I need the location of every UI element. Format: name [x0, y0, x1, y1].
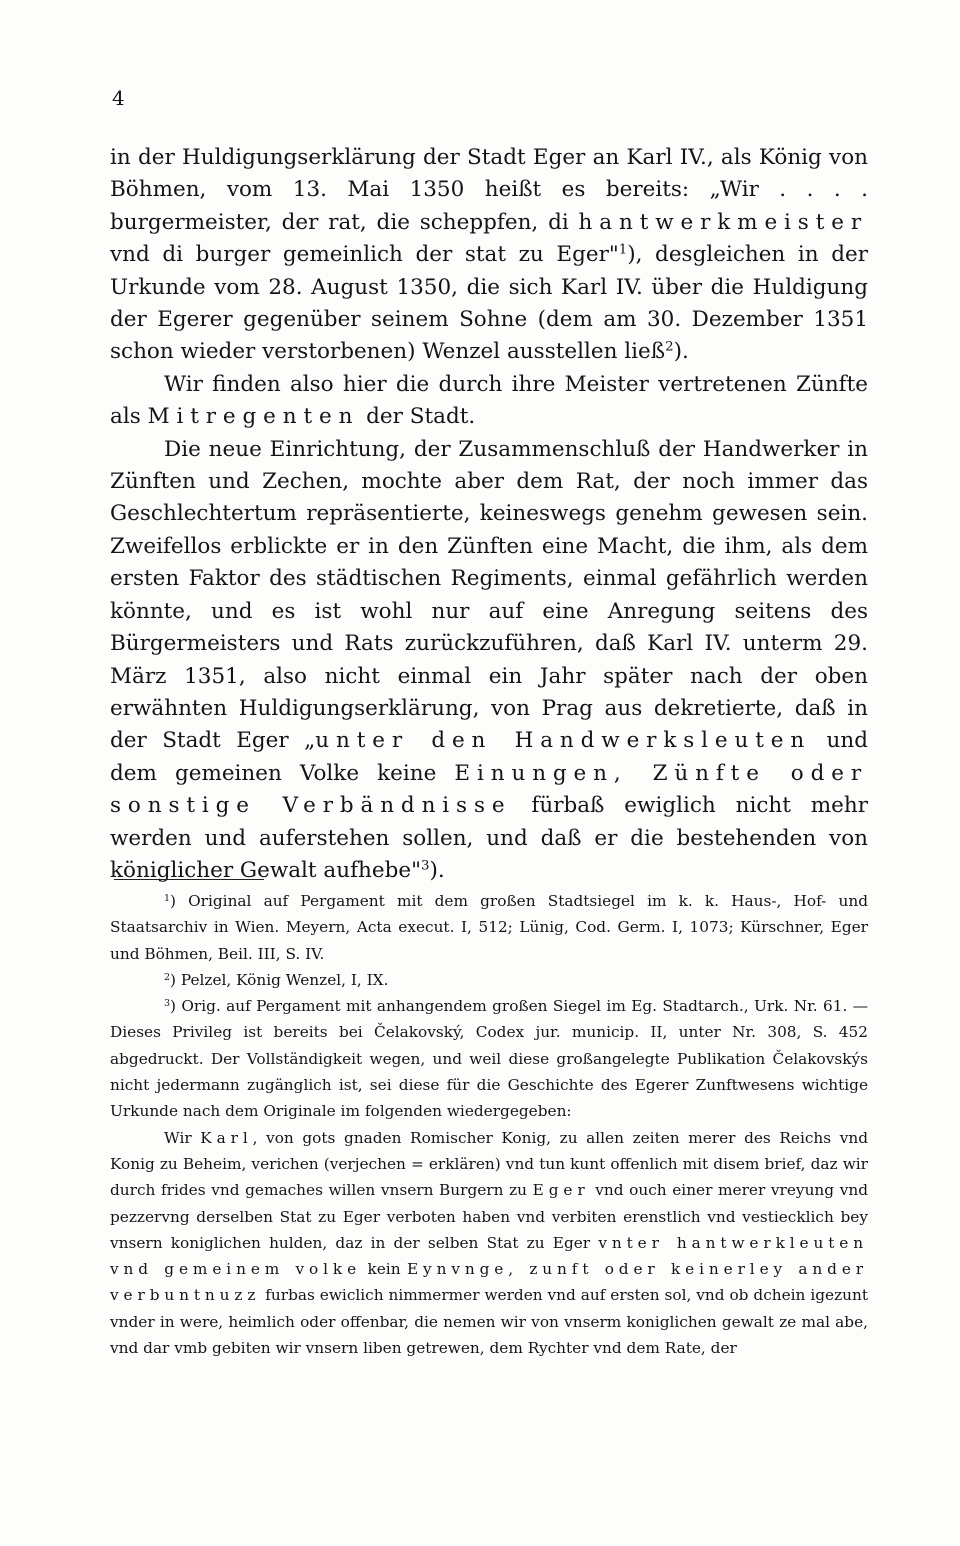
charter-emphasis-hantwerkleuten: vnter hantwerkleuten vnd gemeinem volke — [110, 1233, 868, 1279]
charter-emphasis-eger: Eger — [532, 1181, 590, 1200]
paragraph-3-part-b: und dem gemeinen Volke keine — [110, 728, 868, 786]
footnote-1 — [110, 888, 868, 967]
paragraph-1 — [110, 142, 868, 369]
charter-transcription — [110, 1125, 868, 1362]
footnote-mark-3: 3 — [164, 997, 171, 1009]
footnote-3-text: ) Orig. auf Pergament mit anhangendem großen Siegel im Eg. Stadtarch., Urk. Nr. 61. — Dieses Privileg ist bereits bei Čelakovský, Codex jur. municip. II, unter Nr. 308, S. 452 abgedruckt. Der Vollständigkeit wegen, und weil diese großangelegte Publikation Čelakovskýs nicht jedermann zugänglich ist, sei diese für die Geschichte des Egerer Zunftwesens wichtige Urkunde nach dem Originale im folgenden wiedergegeben: — [110, 997, 868, 1121]
emphasis-hantwerkmeister: hantwerkmeister — [578, 209, 868, 235]
footnote-ref-1[interactable]: 1 — [618, 242, 628, 258]
footnote-mark-1: 1 — [164, 892, 171, 904]
emphasis-einungen: Einungen, Zünfte oder sonstige Verbändnisse — [110, 760, 868, 819]
charter-part-d: kein — [361, 1260, 407, 1279]
emphasis-mitregenten: Mitregenten — [147, 404, 360, 430]
paragraph-3-part-c: fürbaß ewiglich nicht mehr werden und auferstehen sollen, und daß er die bestehenden von königlicher Gewalt aufhebe" — [110, 793, 868, 883]
charter-emphasis-eynvnge: Eynvnge, zunft oder keinerley ander verbuntnuzz — [110, 1260, 868, 1305]
paragraph-1-part-d: ). — [673, 339, 689, 365]
paragraph-1-part-a: in der Huldigungserklärung der Stadt Eger an Karl IV., als König von Böhmen, vom 13. Mai 1350 heißt es bereits: „Wir . . . . burgermeister, der rat, die scheppfen, di — [110, 145, 868, 235]
paragraph-3-part-a: Die neue Einrichtung, der Zusammenschluß der Handwerker in Zünften und Zechen, mochte aber dem Rat, der noch immer das Geschlechtertum repräsentierte, keineswegs genehm gewesen sein. Zweifellos erblickte er in den Zünften eine Macht, die ihm, als dem ersten Faktor des städtischen Regiments, einmal gefährlich werden könnte, und es ist wohl nur auf eine Anregung seitens des Bürgermeisters und Rats zurückzuführen, daß Karl IV. unterm 29. März 1351, also nicht einmal ein Jahr später nach der oben erwähnten Huldigungserklärung, von Prag aus dekretierte, daß in der Stadt Eger „ — [110, 436, 868, 754]
paragraph-2-part-b: der Stadt. — [359, 404, 476, 430]
footnotes — [110, 888, 868, 1361]
footnote-mark-2: 2 — [164, 971, 171, 983]
charter-part-e: furbas ewiclich nimmermer werden vnd auf ersten sol, vnd ob dchein igezunt vnder in were, heimlich oder offenbar, die nemen wir von vnserm koniglichen gewalt ze mal abe, vnd dar vmb gebiten wir vnsern liben getrewen, dem Rychter vnd dem Rate, der — [110, 1286, 868, 1358]
paragraph-3 — [110, 434, 868, 888]
main-text — [110, 142, 868, 887]
charter-emphasis-karl: Karl — [200, 1128, 253, 1147]
footnote-2 — [110, 967, 868, 993]
paragraph-1-part-b: vnd di burger gemeinlich der stat zu Eger" — [110, 242, 619, 268]
paragraph-2 — [110, 369, 868, 434]
charter-part-c: vnd ouch einer merer vreyung vnd pezzervng derselben Stat zu Eger verboten haben vnd verbiten erenstlich vnd vestiecklich bey vnsern koniglichen hulden, daz in der selben Stat zu Eger — [110, 1181, 868, 1252]
footnote-divider — [114, 879, 264, 880]
footnote-1-text: ) Original auf Pergament mit dem großen Stadtsiegel im k. k. Haus-, Hof- und Staatsarchiv in Wien. Meyern, Acta execut. I, 512; Lünig, Cod. Germ. I, 1073; Kürschner, Eger und Böhmen, Beil. III, S. IV. — [110, 892, 868, 963]
charter-part-b: , von gots gnaden Romischer Konig, zu allen zeiten merer des Reichs vnd Konig zu Beheim, verichen (verjechen = erklären) vnd tun kunt offenlich mit disem brief, daz wir durch frides vnd gemaches willen vnsern Burgern zu — [110, 1128, 868, 1200]
footnote-ref-2[interactable]: 2 — [665, 340, 674, 356]
footnote-ref-3[interactable]: 3 — [420, 858, 430, 874]
paragraph-2-part-a: Wir finden also hier die durch ihre Meister vertretenen Zünfte als — [110, 371, 868, 430]
page-number: 4 — [112, 86, 125, 110]
charter-part-a: Wir — [164, 1128, 201, 1147]
paragraph-1-part-c: ), desgleichen in der Urkunde vom 28. August 1350, die sich Karl IV. über die Huldigung der Egerer gegenüber seinem Sohne (dem am 30. Dezember 1351 schon wieder verstorbenen) Wenzel ausstellen ließ — [110, 242, 868, 365]
emphasis-handwerksleute: unter den Handwerksleuten — [315, 728, 812, 754]
footnote-3 — [110, 993, 868, 1124]
paragraph-3-part-d: ). — [429, 857, 445, 883]
footnote-2-text: ) Pelzel, König Wenzel, I, IX. — [170, 970, 389, 989]
